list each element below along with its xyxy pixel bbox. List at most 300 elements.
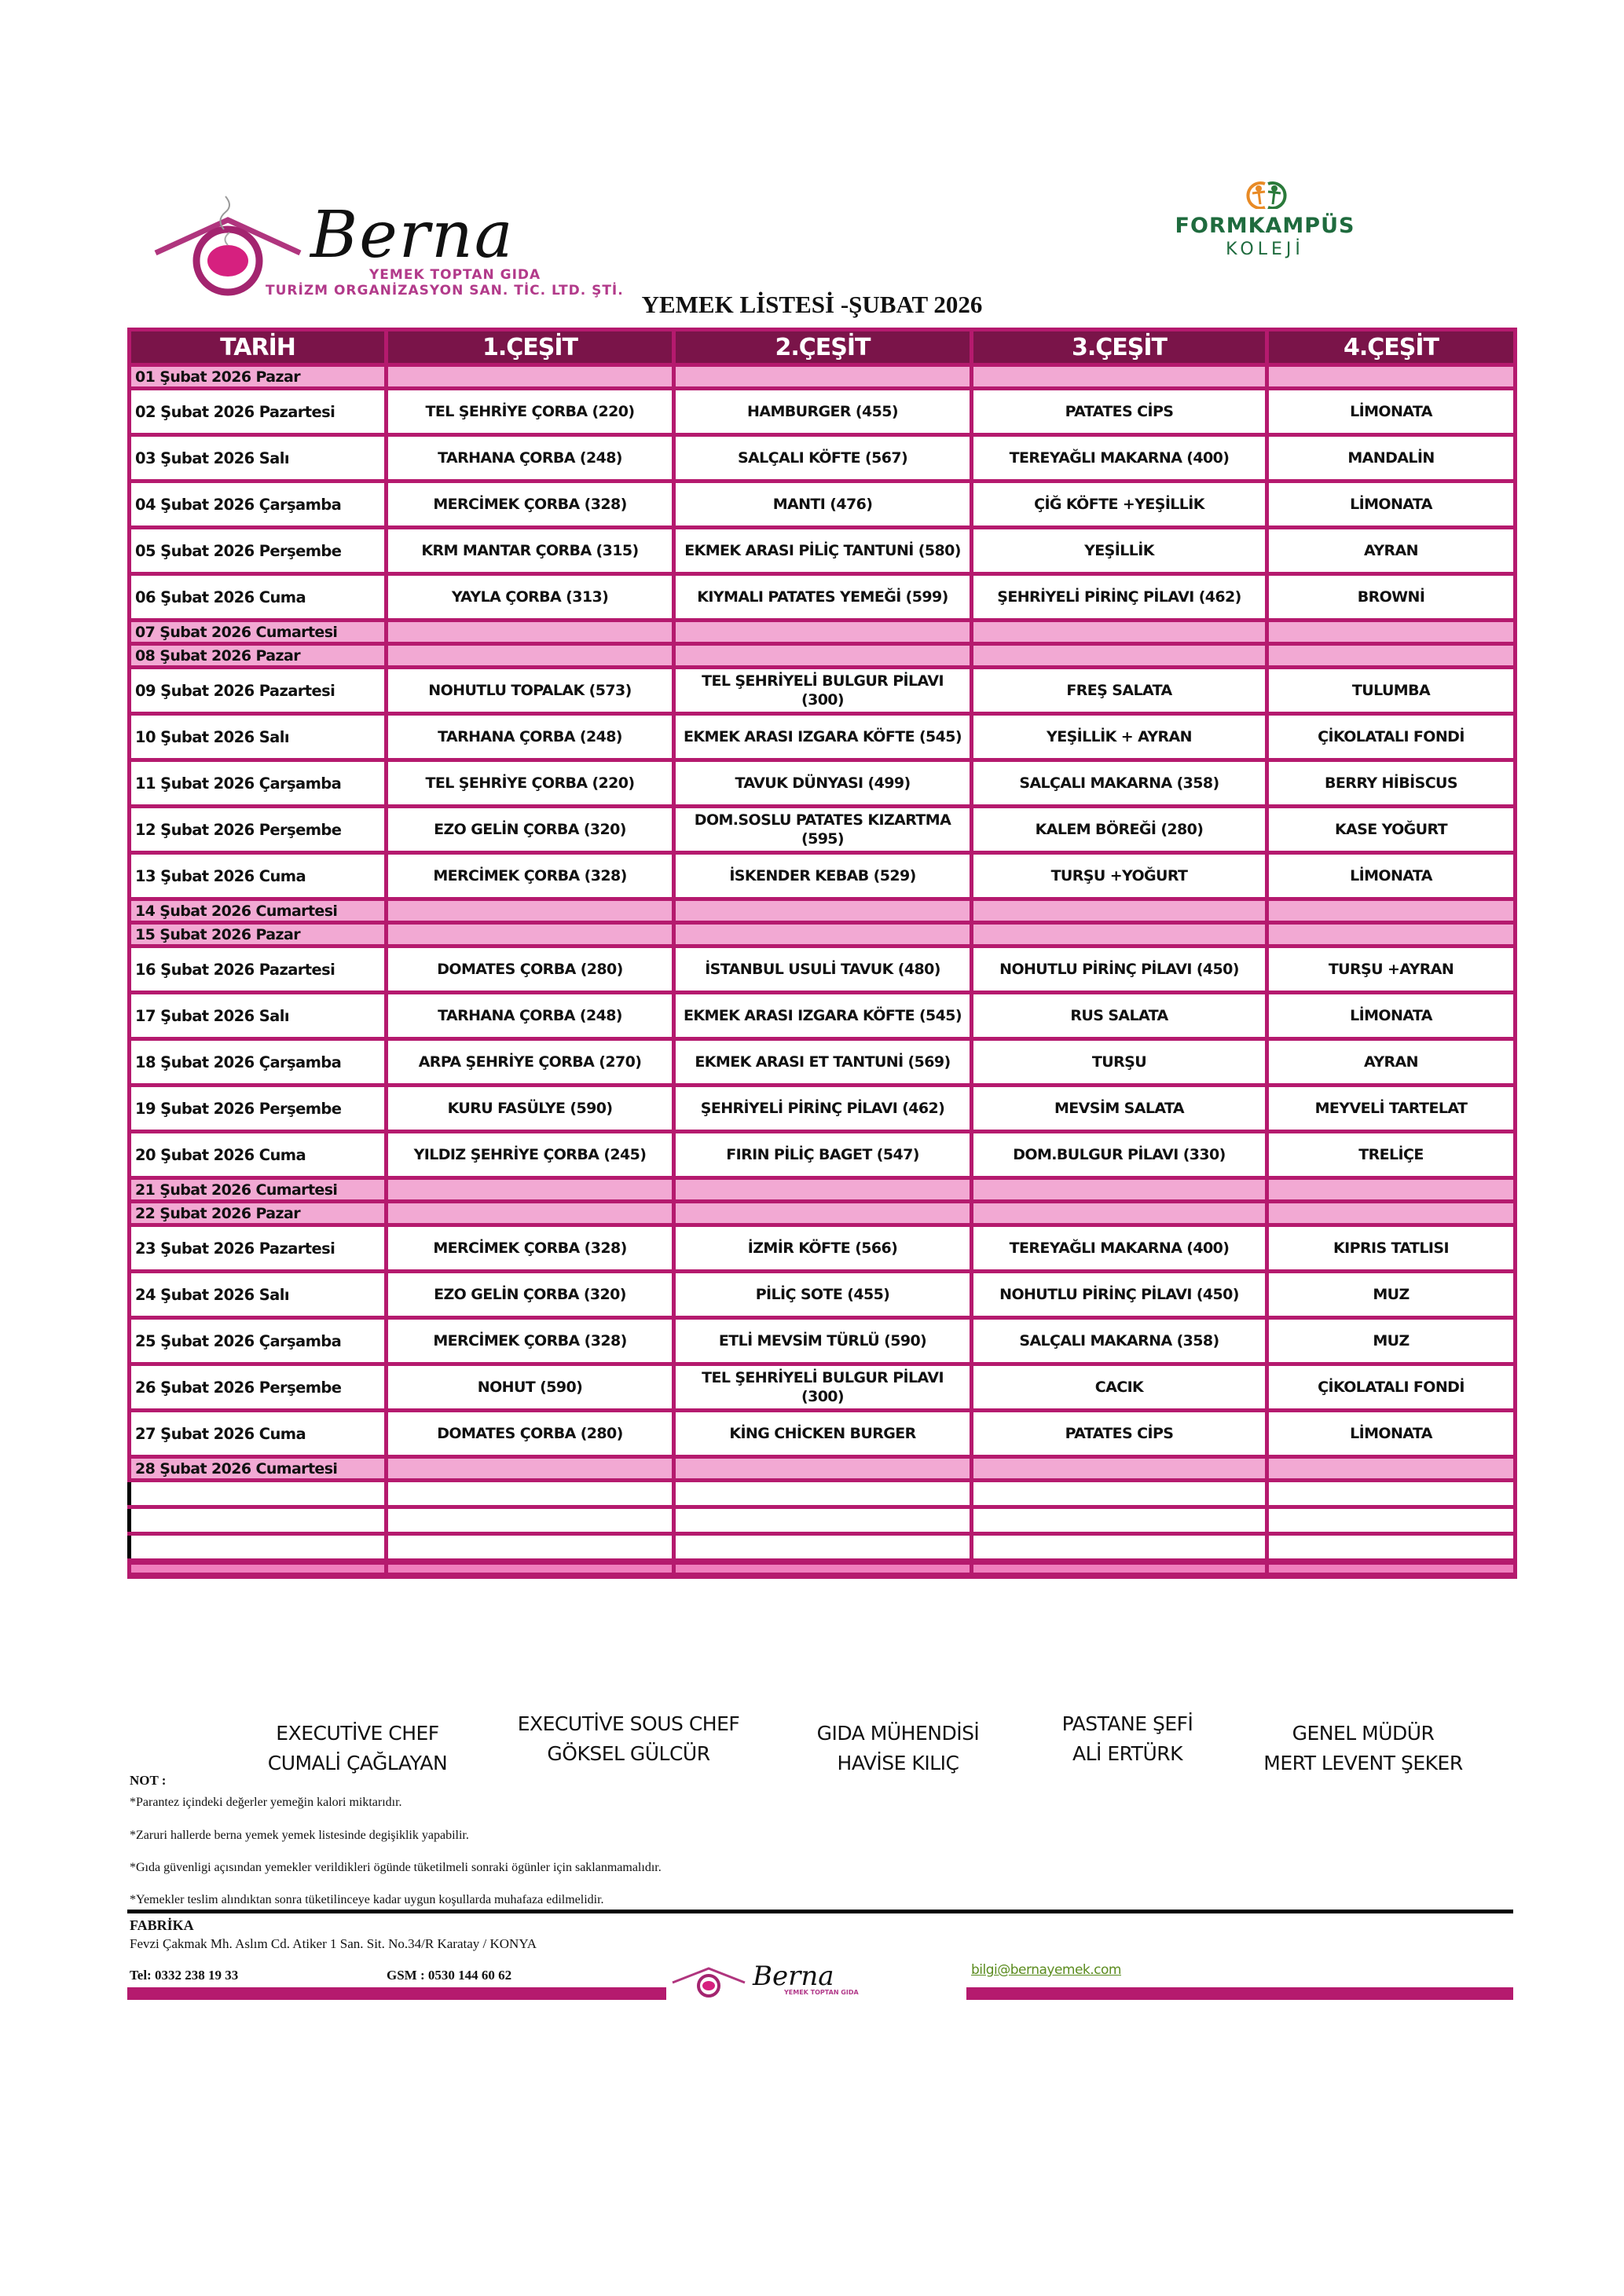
dish-cell-4 <box>1267 923 1516 947</box>
dish-cell-1 <box>387 899 674 923</box>
formkampus-sub: KOLEJİ <box>1226 240 1304 259</box>
berna-tagline-2: TURİZM ORGANİZASYON SAN. TİC. LTD. ŞTİ. <box>266 283 624 298</box>
date-text: 14 Şubat 2026 Cumartesi <box>135 902 338 920</box>
dish-cell-4 <box>1267 365 1516 389</box>
dish-cell-2 <box>674 1225 972 1272</box>
signature-name: MERT LEVENT ŞEKER <box>1263 1752 1463 1774</box>
dish-cell-1 <box>387 1039 674 1086</box>
dish-cell-3 <box>972 1272 1267 1318</box>
empty-cell <box>674 1534 972 1562</box>
dish-cell-3 <box>972 1364 1267 1411</box>
dish-text: FIRIN PİLİÇ BAGET (547) <box>726 1146 919 1163</box>
dish-cell-2 <box>674 435 972 482</box>
dish-text: HAMBURGER (455) <box>747 403 898 420</box>
dish-text: TEL ŞEHRİYELİ BULGUR PİLAVI (300) <box>702 1369 944 1405</box>
factory-address: Fevzi Çakmak Mh. Aslım Cd. Atiker 1 San. Sit. No.34/R Karatay / KONYA <box>130 1936 537 1951</box>
table-row <box>130 1086 1516 1132</box>
dish-cell-4 <box>1267 668 1516 714</box>
date-cell <box>130 435 387 482</box>
dish-cell-4 <box>1267 435 1516 482</box>
dish-cell-2 <box>674 482 972 528</box>
dish-text: TARHANA ÇORBA (248) <box>438 728 622 745</box>
table-row <box>130 1318 1516 1364</box>
dish-text: DOM.SOSLU PATATES KIZARTMA (595) <box>694 811 951 848</box>
column-header-date: TARİH <box>130 330 387 365</box>
menu-table <box>127 328 1517 1579</box>
date-text: 09 Şubat 2026 Pazartesi <box>135 681 335 700</box>
table-row <box>130 1178 1516 1202</box>
dish-text: MERCİMEK ÇORBA (328) <box>433 867 627 884</box>
dish-cell-2 <box>674 993 972 1039</box>
dish-cell-1 <box>387 482 674 528</box>
dish-text: KURU FASÜLYE (590) <box>447 1100 613 1117</box>
dish-cell-1 <box>387 853 674 899</box>
signature-role: GENEL MÜDÜR <box>1292 1722 1435 1745</box>
dish-text: KİNG CHİCKEN BURGER <box>729 1425 916 1442</box>
dish-cell-1 <box>387 1272 674 1318</box>
dish-cell-4 <box>1267 644 1516 668</box>
date-cell <box>130 1457 387 1481</box>
dish-cell-3 <box>972 947 1267 993</box>
date-text: 11 Şubat 2026 Çarşamba <box>135 774 342 793</box>
date-text: 19 Şubat 2026 Perşembe <box>135 1099 342 1118</box>
signature-name: HAVİSE KILIÇ <box>837 1752 959 1774</box>
empty-cell <box>1267 1481 1516 1507</box>
empty-cell <box>674 1481 972 1507</box>
empty-cell <box>972 1481 1267 1507</box>
dish-text: TEL ŞEHRİYE ÇORBA (220) <box>425 403 635 420</box>
dish-text: YEŞİLLİK <box>1084 542 1154 559</box>
dish-text: MEVSİM SALATA <box>1054 1100 1184 1117</box>
dish-text: PİLİÇ SOTE (455) <box>755 1286 890 1303</box>
dish-cell-2 <box>674 923 972 947</box>
dish-text: İZMİR KÖFTE (566) <box>747 1240 898 1257</box>
dish-cell-2 <box>674 528 972 574</box>
date-text: 21 Şubat 2026 Cumartesi <box>135 1181 338 1199</box>
dish-cell-1 <box>387 621 674 644</box>
dish-text: SALÇALI KÖFTE (567) <box>737 449 908 467</box>
dish-cell-2 <box>674 1202 972 1225</box>
date-cell <box>130 993 387 1039</box>
dish-cell-2 <box>674 899 972 923</box>
dish-cell-4 <box>1267 1318 1516 1364</box>
dish-text: CACIK <box>1094 1379 1144 1396</box>
gsm-number: GSM : 0530 144 60 62 <box>387 1968 512 1983</box>
date-cell <box>130 1132 387 1178</box>
date-cell <box>130 947 387 993</box>
table-row <box>130 923 1516 947</box>
footer-logo-sub: YEMEK TOPTAN GIDA <box>784 1989 859 1996</box>
dish-cell-4 <box>1267 853 1516 899</box>
date-text: 05 Şubat 2026 Perşembe <box>135 541 342 560</box>
date-cell <box>130 1039 387 1086</box>
date-cell <box>130 621 387 644</box>
date-text: 08 Şubat 2026 Pazar <box>135 646 300 665</box>
date-text: 17 Şubat 2026 Salı <box>135 1006 289 1025</box>
dish-cell-1 <box>387 528 674 574</box>
dish-cell-4 <box>1267 1132 1516 1178</box>
dish-cell-2 <box>674 668 972 714</box>
dish-cell-4 <box>1267 807 1516 853</box>
dish-cell-3 <box>972 644 1267 668</box>
date-text: 03 Şubat 2026 Salı <box>135 449 289 467</box>
dish-cell-3 <box>972 668 1267 714</box>
dish-cell-3 <box>972 1202 1267 1225</box>
signature-executive-chef <box>228 1719 487 1778</box>
dish-text: KRM MANTAR ÇORBA (315) <box>421 542 639 559</box>
dish-cell-3 <box>972 1225 1267 1272</box>
notes-title: NOT : <box>130 1773 167 1788</box>
dish-text: DOMATES ÇORBA (280) <box>437 961 623 978</box>
table-row <box>130 644 1516 668</box>
column-header-2: 2.ÇEŞİT <box>674 330 972 365</box>
berna-house-icon <box>669 1961 748 1998</box>
table-row <box>130 668 1516 714</box>
table-header-row <box>130 330 1516 365</box>
dish-cell-2 <box>674 1132 972 1178</box>
table-row <box>130 574 1516 621</box>
note-item: *Gıda güvenligi açısından yemekler verildikleri ögünde tüketilmeli sonraki ögünler için saklanmamalıdır. <box>130 1861 662 1874</box>
dish-cell-1 <box>387 1202 674 1225</box>
band-cell <box>972 1562 1267 1576</box>
dish-cell-1 <box>387 1364 674 1411</box>
empty-cell <box>387 1481 674 1507</box>
signature-name: ALİ ERTÜRK <box>1072 1742 1183 1765</box>
dish-cell-3 <box>972 714 1267 760</box>
empty-cell <box>674 1507 972 1534</box>
dish-text: BERRY HİBİSCUS <box>1325 774 1457 792</box>
dish-cell-3 <box>972 993 1267 1039</box>
phone-number: Tel: 0332 238 19 33 <box>130 1968 239 1983</box>
dish-text: LİMONATA <box>1350 403 1432 420</box>
dish-cell-2 <box>674 807 972 853</box>
dish-cell-1 <box>387 574 674 621</box>
dish-text: EZO GELİN ÇORBA (320) <box>434 1286 626 1303</box>
dish-cell-3 <box>972 1411 1267 1457</box>
empty-cell <box>387 1507 674 1534</box>
table-row <box>130 435 1516 482</box>
dish-cell-4 <box>1267 574 1516 621</box>
table-row <box>130 1132 1516 1178</box>
table-row <box>130 947 1516 993</box>
dish-text: MUZ <box>1373 1332 1410 1349</box>
column-header-3: 3.ÇEŞİT <box>972 330 1267 365</box>
dish-text: RUS SALATA <box>1070 1007 1168 1024</box>
dish-text: EZO GELİN ÇORBA (320) <box>434 821 626 838</box>
empty-cell <box>1267 1534 1516 1562</box>
dish-cell-3 <box>972 365 1267 389</box>
date-text: 26 Şubat 2026 Perşembe <box>135 1378 342 1397</box>
signature-role: EXECUTİVE SOUS CHEF <box>517 1712 740 1735</box>
dish-text: ÇİĞ KÖFTE +YEŞİLLİK <box>1034 496 1204 513</box>
date-cell <box>130 714 387 760</box>
dish-cell-2 <box>674 1411 972 1457</box>
email-link[interactable]: bilgi@bernayemek.com <box>971 1962 1121 1978</box>
dish-cell-2 <box>674 853 972 899</box>
signature-general-manager <box>1234 1719 1493 1778</box>
empty-cell <box>387 1534 674 1562</box>
dish-text: ETLİ MEVSİM TÜRLÜ (590) <box>718 1332 927 1349</box>
footer-logo-brand: Berna <box>753 1961 834 1992</box>
date-text: 16 Şubat 2026 Pazartesi <box>135 960 335 979</box>
table-bottom-band <box>130 1562 1516 1576</box>
dish-cell-2 <box>674 760 972 807</box>
dish-cell-2 <box>674 714 972 760</box>
table-row <box>130 714 1516 760</box>
date-cell <box>130 574 387 621</box>
dish-text: BROWNİ <box>1357 588 1425 606</box>
dish-cell-1 <box>387 1132 674 1178</box>
dish-text: EKMEK ARASI IZGARA KÖFTE (545) <box>683 728 962 745</box>
empty-cell <box>130 1507 387 1534</box>
date-cell <box>130 1364 387 1411</box>
date-cell <box>130 1086 387 1132</box>
dish-text: LİMONATA <box>1350 1007 1432 1024</box>
date-cell <box>130 853 387 899</box>
dish-text: PATATES CİPS <box>1065 403 1174 420</box>
table-row <box>130 760 1516 807</box>
dish-text: ARPA ŞEHRİYE ÇORBA (270) <box>418 1053 642 1071</box>
date-text: 23 Şubat 2026 Pazartesi <box>135 1239 335 1258</box>
date-text: 01 Şubat 2026 Pazar <box>135 368 300 386</box>
date-cell <box>130 1178 387 1202</box>
date-text: 25 Şubat 2026 Çarşamba <box>135 1331 342 1350</box>
empty-row <box>130 1507 1516 1534</box>
date-text: 24 Şubat 2026 Salı <box>135 1285 289 1304</box>
note-item: *Yemekler teslim alındıktan sonra tüketilinceye kadar uygun koşullarda muhafaza edilmelidir. <box>130 1893 604 1906</box>
date-text: 10 Şubat 2026 Salı <box>135 727 289 746</box>
signature-role: PASTANE ŞEFİ <box>1061 1712 1193 1735</box>
dish-cell-1 <box>387 1411 674 1457</box>
dish-text: TEL ŞEHRİYELİ BULGUR PİLAVI (300) <box>702 672 944 709</box>
dish-text: YAYLA ÇORBA (313) <box>451 588 609 606</box>
empty-cell <box>1267 1507 1516 1534</box>
dish-cell-4 <box>1267 1086 1516 1132</box>
table-row <box>130 807 1516 853</box>
dish-cell-4 <box>1267 760 1516 807</box>
date-cell <box>130 807 387 853</box>
dish-text: DOMATES ÇORBA (280) <box>437 1425 623 1442</box>
dish-cell-2 <box>674 1178 972 1202</box>
dish-cell-3 <box>972 1039 1267 1086</box>
dish-cell-1 <box>387 668 674 714</box>
dish-text: İSKENDER KEBAB (529) <box>729 867 916 884</box>
band-cell <box>1267 1562 1516 1576</box>
footer-berna-logo <box>666 1959 966 2000</box>
dish-cell-3 <box>972 482 1267 528</box>
dish-cell-4 <box>1267 1457 1516 1481</box>
dish-cell-3 <box>972 1457 1267 1481</box>
dish-cell-1 <box>387 644 674 668</box>
dish-cell-1 <box>387 365 674 389</box>
dish-cell-3 <box>972 389 1267 435</box>
table-row <box>130 1202 1516 1225</box>
dish-cell-1 <box>387 1178 674 1202</box>
dish-text: TRELİÇE <box>1358 1146 1424 1163</box>
date-text: 22 Şubat 2026 Pazar <box>135 1204 300 1222</box>
dish-text: NOHUTLU TOPALAK (573) <box>428 682 632 699</box>
dish-text: MUZ <box>1373 1286 1410 1303</box>
dish-cell-1 <box>387 947 674 993</box>
dish-cell-2 <box>674 389 972 435</box>
dish-cell-1 <box>387 993 674 1039</box>
date-text: 18 Şubat 2026 Çarşamba <box>135 1053 342 1071</box>
dish-text: MANDALİN <box>1347 449 1435 467</box>
dish-cell-4 <box>1267 1039 1516 1086</box>
formkampus-figures-icon <box>1243 181 1290 209</box>
table-row <box>130 389 1516 435</box>
date-cell <box>130 1318 387 1364</box>
dish-cell-3 <box>972 807 1267 853</box>
dish-cell-4 <box>1267 621 1516 644</box>
dish-cell-1 <box>387 1457 674 1481</box>
table-row <box>130 1039 1516 1086</box>
dish-text: TARHANA ÇORBA (248) <box>438 449 622 467</box>
date-text: 04 Şubat 2026 Çarşamba <box>135 495 342 514</box>
table-row <box>130 1272 1516 1318</box>
date-cell <box>130 760 387 807</box>
dish-cell-4 <box>1267 947 1516 993</box>
table-row <box>130 1411 1516 1457</box>
dish-cell-4 <box>1267 389 1516 435</box>
berna-tagline-1: YEMEK TOPTAN GIDA <box>369 267 541 283</box>
dish-text: AYRAN <box>1364 1053 1418 1071</box>
empty-cell <box>972 1534 1267 1562</box>
dish-cell-4 <box>1267 899 1516 923</box>
signature-food-engineer <box>768 1719 1028 1778</box>
dish-text: TARHANA ÇORBA (248) <box>438 1007 622 1024</box>
date-cell <box>130 668 387 714</box>
dish-text: TURŞU <box>1091 1053 1147 1071</box>
dish-cell-4 <box>1267 528 1516 574</box>
dish-text: MERCİMEK ÇORBA (328) <box>433 1240 627 1257</box>
dish-text: TULUMBA <box>1351 682 1431 699</box>
dish-text: KALEM BÖREĞİ (280) <box>1035 821 1204 838</box>
band-cell <box>130 1562 387 1576</box>
table-row <box>130 1457 1516 1481</box>
dish-text: ÇİKOLATALI FONDİ <box>1318 728 1465 745</box>
formkampus-name: FORMKAMPÜS <box>1175 214 1355 238</box>
dish-cell-1 <box>387 923 674 947</box>
dish-cell-4 <box>1267 1202 1516 1225</box>
empty-row <box>130 1481 1516 1507</box>
dish-text: NOHUTLU PİRİNÇ PİLAVI (450) <box>999 961 1239 978</box>
date-text: 06 Şubat 2026 Cuma <box>135 588 306 606</box>
dish-cell-4 <box>1267 993 1516 1039</box>
dish-text: ŞEHRİYELİ PİRİNÇ PİLAVI (462) <box>700 1100 945 1117</box>
dish-text: TEREYAĞLI MAKARNA (400) <box>1009 1240 1230 1257</box>
dish-cell-4 <box>1267 1272 1516 1318</box>
dish-text: EKMEK ARASI ET TANTUNİ (569) <box>695 1053 951 1071</box>
date-text: 13 Şubat 2026 Cuma <box>135 866 306 885</box>
band-cell <box>387 1562 674 1576</box>
date-cell <box>130 1411 387 1457</box>
date-cell <box>130 644 387 668</box>
dish-cell-4 <box>1267 1178 1516 1202</box>
dish-cell-3 <box>972 435 1267 482</box>
dish-cell-3 <box>972 1318 1267 1364</box>
berna-logo <box>149 182 715 308</box>
table-row <box>130 993 1516 1039</box>
dish-text: EKMEK ARASI IZGARA KÖFTE (545) <box>683 1007 962 1024</box>
dish-cell-2 <box>674 1318 972 1364</box>
dish-cell-3 <box>972 1086 1267 1132</box>
signature-role: GIDA MÜHENDİSİ <box>816 1722 980 1745</box>
dish-text: KIPRIS TATLISI <box>1333 1240 1449 1257</box>
dish-cell-1 <box>387 389 674 435</box>
table-row <box>130 899 1516 923</box>
dish-text: AYRAN <box>1364 542 1418 559</box>
dish-text: YEŞİLLİK + AYRAN <box>1047 728 1192 745</box>
table-row <box>130 853 1516 899</box>
dish-text: MEYVELİ TARTELAT <box>1314 1100 1468 1117</box>
dish-text: FREŞ SALATA <box>1066 682 1172 699</box>
dish-text: NOHUTLU PİRİNÇ PİLAVI (450) <box>999 1286 1239 1303</box>
dish-text: LİMONATA <box>1350 496 1432 513</box>
note-item: *Parantez içindeki değerler yemeğin kalori miktarıdır. <box>130 1796 402 1809</box>
dish-text: YILDIZ ŞEHRİYE ÇORBA (245) <box>413 1146 647 1163</box>
dish-cell-2 <box>674 574 972 621</box>
column-header-1: 1.ÇEŞİT <box>387 330 674 365</box>
factory-title: FABRİKA <box>130 1917 194 1933</box>
dish-cell-1 <box>387 760 674 807</box>
dish-cell-3 <box>972 1178 1267 1202</box>
date-cell <box>130 482 387 528</box>
date-cell <box>130 1225 387 1272</box>
date-cell <box>130 899 387 923</box>
dish-cell-1 <box>387 1086 674 1132</box>
dish-cell-4 <box>1267 1364 1516 1411</box>
dish-cell-3 <box>972 1132 1267 1178</box>
date-cell <box>130 1272 387 1318</box>
date-text: 28 Şubat 2026 Cumartesi <box>135 1459 338 1478</box>
dish-text: TAVUK DÜNYASI (499) <box>735 774 911 792</box>
column-header-4: 4.ÇEŞİT <box>1267 330 1516 365</box>
dish-text: KIYMALI PATATES YEMEĞİ (599) <box>697 588 948 606</box>
dish-cell-2 <box>674 621 972 644</box>
date-text: 15 Şubat 2026 Pazar <box>135 925 300 943</box>
dish-text: LİMONATA <box>1350 1425 1432 1442</box>
signature-executive-sous-chef <box>499 1709 758 1769</box>
empty-cell <box>972 1507 1267 1534</box>
dish-text: İSTANBUL USULİ TAVUK (480) <box>705 961 940 978</box>
dish-text: ŞEHRİYELİ PİRİNÇ PİLAVI (462) <box>997 588 1241 606</box>
dish-text: MERCİMEK ÇORBA (328) <box>433 496 627 513</box>
band-cell <box>674 1562 972 1576</box>
dish-cell-3 <box>972 899 1267 923</box>
dish-cell-4 <box>1267 482 1516 528</box>
dish-text: NOHUT (590) <box>477 1379 583 1396</box>
dish-cell-2 <box>674 365 972 389</box>
dish-cell-1 <box>387 807 674 853</box>
dish-cell-3 <box>972 621 1267 644</box>
dish-cell-1 <box>387 714 674 760</box>
table-row <box>130 621 1516 644</box>
dish-cell-2 <box>674 947 972 993</box>
dish-text: KASE YOĞURT <box>1334 821 1448 838</box>
dish-text: MANTI (476) <box>772 496 873 513</box>
date-text: 07 Şubat 2026 Cumartesi <box>135 623 338 641</box>
dish-cell-1 <box>387 1318 674 1364</box>
date-text: 27 Şubat 2026 Cuma <box>135 1424 306 1443</box>
dish-cell-1 <box>387 435 674 482</box>
empty-cell <box>130 1481 387 1507</box>
dish-text: MERCİMEK ÇORBA (328) <box>433 1332 627 1349</box>
table-row <box>130 365 1516 389</box>
dish-cell-2 <box>674 1457 972 1481</box>
dish-cell-3 <box>972 574 1267 621</box>
signature-pastry-chef <box>998 1709 1257 1769</box>
